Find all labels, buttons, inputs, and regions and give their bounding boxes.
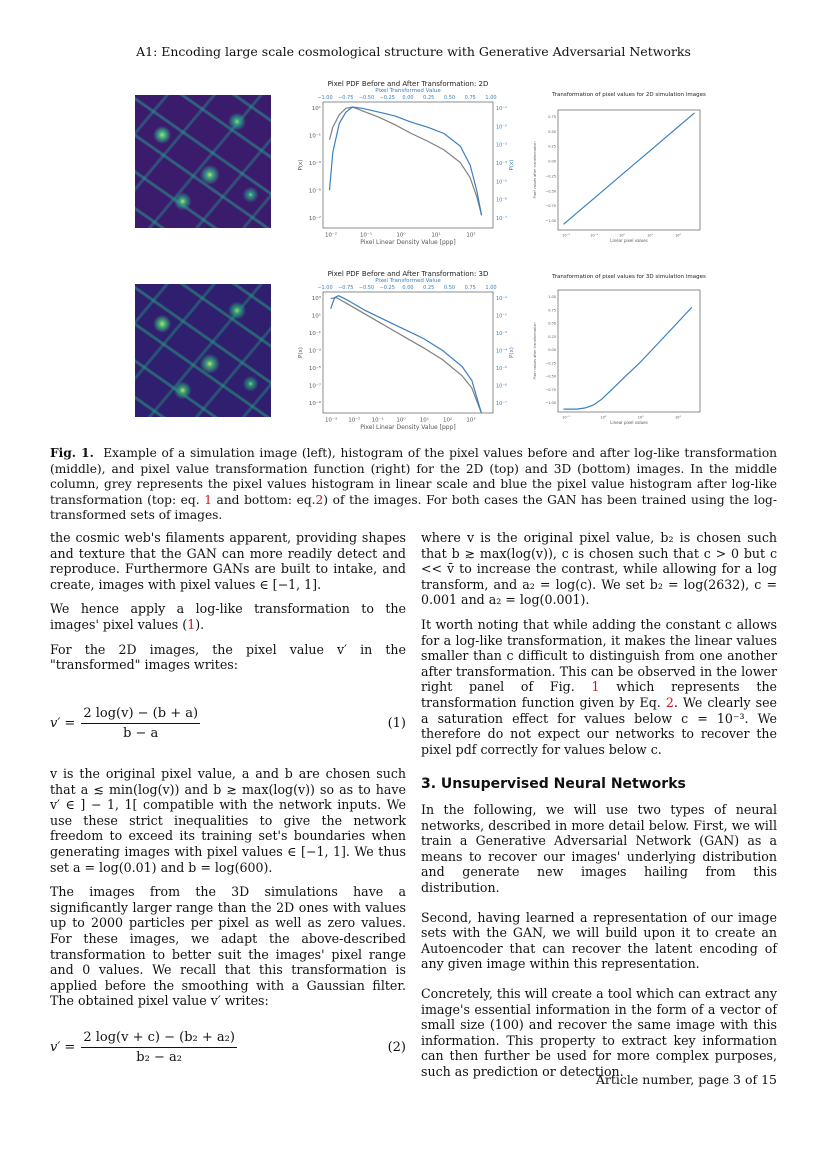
- eq-lhs: v′ =: [50, 716, 76, 731]
- right-column-cont: [421, 802, 777, 1089]
- y-tick-label: 0.75: [548, 115, 556, 119]
- top-x-tick-label: −0.25: [379, 95, 395, 101]
- x-tick-label: 10⁰: [600, 415, 607, 420]
- y-tick-label: 10⁻³: [308, 161, 321, 167]
- eq-number: (1): [387, 716, 406, 731]
- paragraph: where v is the original pixel value, b₂ is chosen such that b ≳ max(log(v)), c is chosen such that c > 0 but c << v̄ to increase the contrast, while allowing for a log transform, and a₂ = log(c). We set b₂ = log(2632), c = 0.001 and a₂ = log(0.001).: [421, 530, 777, 608]
- right-y-tick-label: 10⁻⁵: [496, 179, 508, 186]
- y-tick-label: 10³: [311, 296, 321, 302]
- eq-numerator: 2 log(v) − (b + a): [81, 706, 200, 724]
- plot-frame: [558, 110, 700, 230]
- x-tick-label: 10²: [443, 417, 453, 424]
- text: . We clearly see a saturation effect for values below c = 10⁻³. We therefore do not expect our networks to recover the pixel pdf correctly for values below c.: [421, 694, 777, 757]
- x-tick-label: 10²: [675, 233, 681, 238]
- eq-denominator: b − a: [123, 726, 159, 741]
- right-y-tick-label: 10⁻¹: [496, 106, 508, 112]
- y-tick-label: 10⁻⁹: [308, 401, 321, 407]
- x-axis-label: Pixel Linear Density Value [ppp]: [360, 424, 456, 431]
- top-x-tick-label: 0.50: [443, 95, 456, 101]
- x-tick-label: 10¹: [637, 415, 644, 420]
- right-y-tick-label: 10⁻⁶: [496, 383, 508, 390]
- x-tick-label: 10⁻¹: [562, 415, 570, 420]
- top-x-tick-label: −0.75: [338, 285, 354, 291]
- caption-text: and bottom: eq.: [211, 492, 316, 507]
- top-x-tick-label: 0.00: [402, 285, 414, 291]
- y-tick-label: 10⁻⁵: [308, 366, 321, 372]
- right-y-tick-label: 10⁻⁴: [496, 348, 508, 355]
- series-line-transform: [564, 307, 692, 409]
- x-tick-label: 10⁰: [619, 233, 625, 238]
- y-tick-label: 0.25: [548, 144, 556, 149]
- paragraph: Second, having learned a representation of our image sets with the GAN, we will build upon it to create an Autoencoder that can recover the latent encoding of any given image within this representation.: [421, 909, 777, 972]
- equation-2: [50, 1030, 406, 1065]
- x-tick-label: 10¹: [431, 232, 441, 239]
- x-tick-label: 10⁻²: [562, 233, 570, 238]
- right-y-tick-label: 10⁻²: [496, 313, 508, 320]
- top-x-tick-label: 0.00: [402, 95, 414, 101]
- top-x-tick-label: 0.75: [464, 285, 476, 291]
- right-column: [421, 530, 777, 766]
- paragraph: [50, 601, 406, 632]
- y-axis-label: Pixel values after transformation: [533, 322, 537, 380]
- y-tick-label: −0.50: [545, 189, 556, 194]
- eq-ref-link[interactable]: 1: [187, 616, 196, 632]
- y-tick-label: −0.25: [545, 361, 556, 366]
- caption-text: ) of the images. For both cases the GAN has been trained using the log-transformed sets of images.: [50, 492, 777, 523]
- top-x-tick-label: −0.75: [338, 95, 354, 101]
- series-line-linear: [330, 107, 482, 215]
- plot-frame: [323, 292, 493, 413]
- y-tick-label: −0.25: [545, 174, 556, 179]
- x-tick-label: 10²: [675, 415, 681, 420]
- paragraph: [421, 617, 777, 757]
- simulation-image-2d: [135, 95, 271, 228]
- top-x-axis-label: Pixel Transformed Value: [375, 88, 441, 94]
- eq-denominator: b₂ − a₂: [136, 1050, 182, 1065]
- x-tick-label: 10⁻³: [324, 417, 338, 424]
- left-column: [50, 530, 406, 682]
- x-tick-label: 10¹: [647, 233, 653, 238]
- x-axis-label: Pixel Linear Density Value [ppp]: [360, 239, 456, 246]
- paragraph: The images from the 3D simulations have a significantly larger range than the 2D ones with values up to 2000 particles per pixel as well as zero values. For these images, we adapt the above-described transformation to better suit the images' pixel range and 0 values. We recall that this transformation is applied before the smoothing with a Gaussian filter. The obtained pixel value v′ writes:: [50, 884, 406, 1009]
- right-y-tick-label: 10⁻⁷: [496, 401, 508, 407]
- top-x-tick-label: −1.00: [317, 285, 333, 291]
- y-tick-label: 10¹: [311, 106, 321, 112]
- top-x-tick-label: −1.00: [317, 95, 333, 101]
- x-tick-label: 10⁻²: [348, 417, 361, 424]
- fig-ref-link[interactable]: 1: [591, 679, 600, 695]
- top-x-tick-label: −0.50: [358, 95, 375, 101]
- caption-text: Example of a simulation image (left), histogram of the pixel values before and after log-like transformation (middle), and pixel value transformation function (right) for the 2D (top) and 3D (bottom) images. In the middle column, grey represents the pixel values histogram in linear scale and blue the pixel value histogram after log-like transformation (top: eq.: [50, 446, 778, 507]
- x-axis-label: Linear pixel values: [610, 238, 648, 243]
- top-x-axis-label: Pixel Transformed Value: [375, 278, 441, 284]
- caption-label: Fig. 1.: [50, 446, 94, 460]
- right-y-tick-label: 10⁻⁶: [496, 197, 508, 204]
- y-tick-label: 10⁻⁵: [308, 188, 321, 195]
- text: which represents the transformation function given by Eq.: [421, 679, 778, 710]
- x-tick-label: 10⁰: [396, 232, 406, 239]
- top-x-tick-label: 1.00: [485, 95, 497, 101]
- top-x-tick-label: 0.25: [423, 95, 435, 101]
- paragraph: Concretely, this will create a tool which can extract any image's essential information in the form of a vector of small size (100) and recover the same image with this information. This property to extract key information can then further be used for more complex purposes, such as prediction or detection.: [421, 985, 777, 1079]
- figure-caption: [50, 446, 777, 524]
- y-tick-label: 0.50: [548, 321, 556, 326]
- page-footer: Article number, page 3 of 15: [595, 1072, 777, 1087]
- eq-number: (2): [387, 1040, 406, 1055]
- y-axis-label: P(x): [298, 159, 304, 171]
- x-tick-label: 10⁻¹: [371, 417, 384, 424]
- top-x-tick-label: 1.00: [485, 285, 497, 291]
- right-y-tick-label: 10⁻⁵: [496, 366, 508, 372]
- paragraph: In the following, we will use two types of neural networks, described in more detail below. First, we will train a Generative Adversarial Network (GAN) as a means to recover our images' underlying distribution and generate new images hailing from this distribution.: [421, 802, 777, 895]
- eq-numerator: 2 log(v + c) − (b₂ + a₂): [81, 1030, 237, 1048]
- right-y-tick-label: 10⁻⁷: [496, 216, 508, 222]
- top-x-tick-label: 0.75: [464, 95, 476, 101]
- chart-title: Transformation of pixel values for 2D simulation images: [552, 92, 706, 98]
- equation-1: [50, 706, 406, 741]
- y-tick-label: 0.00: [548, 159, 556, 164]
- y-tick-label: −1.00: [545, 219, 556, 223]
- right-y-tick-label: 10⁻⁴: [496, 161, 508, 167]
- simulation-image-3d: [135, 284, 271, 417]
- top-x-tick-label: −0.25: [379, 285, 395, 291]
- y-tick-label: 0.50: [548, 129, 556, 134]
- y-tick-label: 0.25: [548, 334, 556, 339]
- eq-ref-link[interactable]: 2: [665, 694, 674, 710]
- paragraph: the cosmic web's filaments apparent, providing shapes and texture that the GAN can more readily detect and reproduce. Furthermore GANs are built to intake, and create, images with pixel values ∈ [−1, 1].: [50, 530, 406, 592]
- y-tick-label: 10⁻⁷: [308, 216, 321, 222]
- eq-ref-link[interactable]: 1: [204, 492, 212, 507]
- top-x-tick-label: 0.50: [443, 285, 456, 291]
- y-tick-label: −0.75: [545, 387, 556, 392]
- transform-3d-chart: [530, 272, 710, 432]
- running-header: A1: Encoding large scale cosmological structure with Generative Adversarial Networks: [136, 44, 691, 59]
- left-column-cont: [50, 766, 406, 1018]
- right-y-tick-label: 10⁻¹: [496, 296, 508, 302]
- top-x-tick-label: −0.50: [358, 285, 375, 291]
- x-axis-label: Linear pixel values: [610, 420, 648, 425]
- y-tick-label: 0.00: [548, 348, 556, 352]
- y-tick-label: 10⁻¹: [308, 331, 321, 337]
- x-tick-label: 10⁻¹: [359, 232, 373, 239]
- chart-title: Pixel PDF Before and After Transformation: 2D: [327, 80, 489, 88]
- y-tick-label: −1.00: [545, 401, 556, 405]
- y-axis-label: P(x): [298, 347, 304, 358]
- y-tick-label: 10⁻¹: [308, 133, 321, 140]
- y-tick-label: −0.50: [545, 374, 556, 379]
- y-tick-label: 0.75: [548, 308, 556, 313]
- section-heading: 3. Unsupervised Neural Networks: [421, 776, 686, 792]
- chart-title: Pixel PDF Before and After Transformation: 3D: [327, 270, 489, 278]
- chart-title: Transformation of pixel values for 3D simulation images: [552, 274, 706, 280]
- right-y-axis-label: P(x): [509, 347, 515, 358]
- transform-2d-chart: [530, 90, 710, 250]
- x-tick-label: 10⁻²: [324, 232, 338, 239]
- text: It worth noting that while adding the constant c allows for a log-like transformation, it makes the linear values smaller than c difficult to distinguish from one another after transformation. This can be observed in the lower right panel of Fig.: [421, 616, 777, 695]
- text: We hence apply a log-like transformation to the images' pixel values (: [50, 601, 406, 632]
- y-axis-label: Pixel values after transformation: [533, 141, 537, 199]
- eq-ref-link[interactable]: 2: [315, 492, 324, 507]
- right-y-axis-label: P(x): [509, 159, 515, 171]
- x-tick-label: 10¹: [419, 417, 429, 424]
- y-tick-label: 10⁻⁷: [308, 383, 321, 390]
- eq-lhs: v′ =: [50, 1040, 76, 1055]
- paragraph: For the 2D images, the pixel value v′ in the "transformed" images writes:: [50, 641, 406, 673]
- right-y-tick-label: 10⁻³: [496, 142, 508, 149]
- x-tick-label: 10³: [466, 417, 476, 424]
- series-line-transform: [564, 113, 695, 224]
- top-x-tick-label: 0.25: [423, 285, 435, 291]
- paragraph: v is the original pixel value, a and b are chosen such that a ≲ min(log(v)) and b ≳ max(log(v)) so as to have v′ ∈ ] − 1, 1[ compatible with the network inputs. We use these strict inequalities to give the network freedom to exceed its training set's boundaries when generating images with pixel values ∈ [−1, 1]. We thus set a = log(0.01) and b = log(600).: [50, 766, 406, 875]
- right-y-tick-label: 10⁻³: [496, 331, 508, 337]
- text: ).: [195, 616, 205, 632]
- x-tick-label: 10⁻¹: [590, 233, 598, 238]
- x-tick-label: 10⁰: [396, 417, 406, 424]
- y-tick-label: −0.75: [545, 204, 556, 209]
- pixel-pdf-3d-chart: [298, 270, 518, 440]
- series-line-log-transformed: [331, 296, 482, 413]
- y-tick-label: 10¹: [311, 313, 321, 320]
- right-y-tick-label: 10⁻²: [496, 124, 508, 131]
- x-tick-label: 10²: [466, 232, 476, 239]
- y-tick-label: 1.00: [548, 295, 556, 299]
- pixel-pdf-2d-chart: [298, 80, 518, 255]
- series-line-linear: [331, 298, 482, 413]
- plot-frame: [558, 290, 700, 412]
- y-tick-label: 10⁻³: [308, 348, 321, 355]
